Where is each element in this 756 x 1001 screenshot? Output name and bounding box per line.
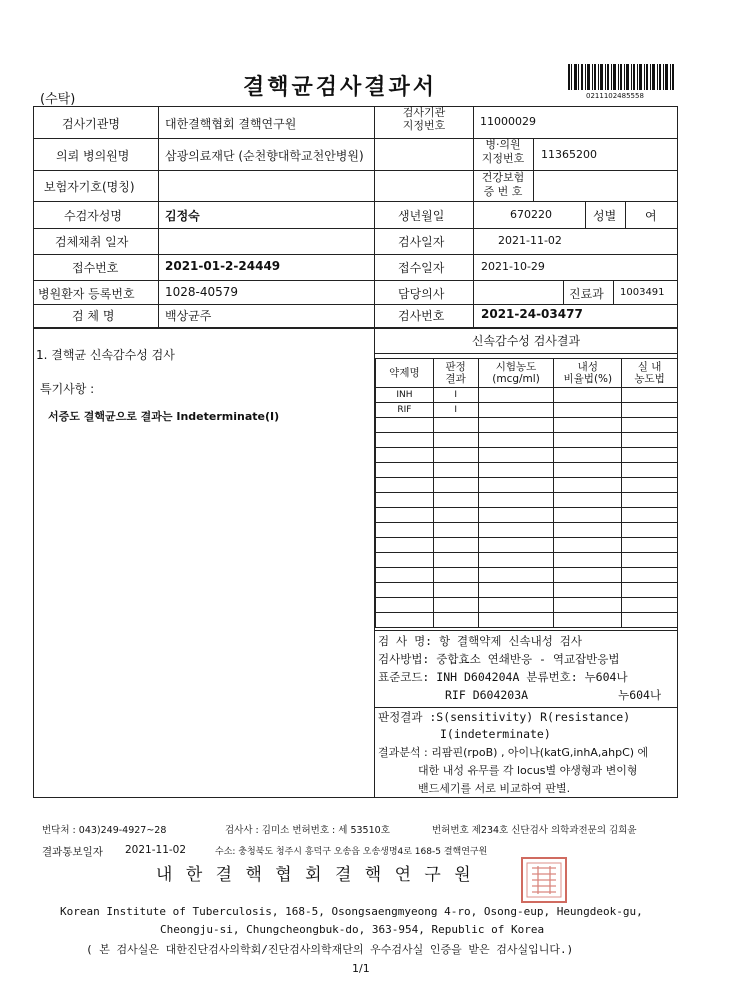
judgement-line-4: 대한 내성 유무를 각 locus별 야생형과 변이형	[418, 764, 638, 777]
table-cell	[433, 568, 478, 583]
result-table-title: 신속감수성 검사결과	[374, 328, 678, 354]
hospital-no-label-2: 지정번호	[481, 152, 525, 165]
inspection-org-value: 대한결핵협회 결핵연구원	[165, 117, 297, 131]
table-cell	[433, 553, 478, 568]
table-cell	[622, 613, 678, 628]
table-cell	[622, 448, 678, 463]
judgement-line-1: 판정결과 :S(sensitivity) R(resistance)	[378, 710, 631, 724]
patient-reg-value: 1028-40579	[165, 285, 239, 299]
judgement-line-5: 밴드세기를 서로 비교하여 판별.	[418, 782, 571, 795]
table-cell	[376, 568, 434, 583]
table-cell	[433, 538, 478, 553]
table-cell: I	[433, 403, 478, 418]
inspection-org-label: 검사기관명	[62, 117, 120, 131]
method-line-2: 검사방법: 중합효소 연쇄반응 - 역교잡반응법	[378, 652, 620, 666]
specimen-value: 백상균주	[165, 309, 212, 323]
test-date-value: 2021-11-02	[498, 234, 562, 247]
table-row	[376, 433, 678, 448]
table-cell	[478, 583, 554, 598]
table-cell	[433, 523, 478, 538]
table-row	[376, 613, 678, 628]
specimen-label: 검 체 명	[72, 309, 115, 323]
table-cell	[433, 493, 478, 508]
table-cell	[376, 433, 434, 448]
insured-label: 보험자기호(명칭)	[44, 180, 135, 194]
table-cell	[433, 463, 478, 478]
table-cell	[554, 403, 622, 418]
table-cell	[622, 433, 678, 448]
result-header-cell: 내성 비율법(%)	[554, 359, 622, 388]
footer-examiner: 검사사 : 김미소 번허번호 : 세 53510호	[225, 825, 390, 836]
hospital-no-label-1: 병·의원	[485, 138, 521, 151]
table-cell	[478, 493, 554, 508]
table-cell	[554, 553, 622, 568]
table-cell	[478, 553, 554, 568]
sex-value: 여	[645, 209, 657, 223]
health-ins-label-1: 건강보험	[481, 171, 525, 184]
barcode-number: 0211102485558	[586, 92, 644, 100]
remarks-text: 서증도 결핵균으로 결과는 Indeterminate(I)	[48, 410, 280, 423]
table-cell	[554, 448, 622, 463]
table-cell	[554, 418, 622, 433]
table-cell	[554, 568, 622, 583]
certification-note: ( 본 검사실은 대한진단검사의학회/진단검사의학재단의 우수검사실 인증을 받은 검사실입니다.)	[86, 943, 574, 956]
table-cell	[376, 613, 434, 628]
table-cell	[433, 508, 478, 523]
table-cell	[376, 598, 434, 613]
birth-value: 670220	[510, 208, 552, 221]
hospital-no-value: 11365200	[541, 148, 597, 161]
patient-name-label: 수검자성명	[64, 209, 122, 223]
table-cell	[478, 538, 554, 553]
table-cell	[376, 463, 434, 478]
table-cell	[478, 403, 554, 418]
table-row	[376, 418, 678, 433]
receipt-tag: (수탁)	[40, 92, 76, 107]
table-cell	[622, 523, 678, 538]
table-cell	[622, 463, 678, 478]
result-header-cell: 판정 결과	[433, 359, 478, 388]
table-cell	[478, 448, 554, 463]
table-row	[376, 403, 678, 418]
patient-reg-label: 병원환자 등록번호	[38, 287, 135, 301]
inspection-no-label-2: 지정번호	[402, 119, 446, 132]
result-table	[375, 358, 678, 628]
table-row	[376, 478, 678, 493]
table-cell	[622, 508, 678, 523]
table-cell	[433, 478, 478, 493]
table-cell	[376, 478, 434, 493]
remarks-label: 특기사항 :	[40, 382, 95, 396]
table-cell: I	[433, 388, 478, 403]
table-cell	[622, 538, 678, 553]
dept-label: 진료과	[569, 287, 604, 301]
table-row	[376, 553, 678, 568]
table-row	[376, 463, 678, 478]
table-cell	[433, 598, 478, 613]
table-cell	[622, 568, 678, 583]
seal-stamp	[520, 856, 568, 904]
request-hospital-label: 의뢰 병의원명	[56, 149, 130, 163]
table-cell	[478, 598, 554, 613]
address-english-2: Cheongju-si, Chungcheongbuk-do, 363-954, Republic of Korea	[160, 923, 545, 936]
method-line-3: 표준코드: INH D604204A 분류번호: 누604나	[378, 670, 628, 684]
table-cell	[554, 538, 622, 553]
notice-label: 결과통보일자	[42, 846, 103, 858]
receipt-date-value: 2021-10-29	[481, 260, 545, 273]
table-cell	[478, 508, 554, 523]
dept-value: 1003491	[620, 287, 665, 298]
footer-director: 번허번호 제234호 신단검사 의학과전문의 김희윤	[432, 825, 637, 836]
table-cell	[622, 553, 678, 568]
test-no-value: 2021-24-03477	[481, 307, 583, 321]
table-cell	[478, 523, 554, 538]
result-header-cell: 약제명	[376, 359, 434, 388]
patient-name-value: 김정숙	[165, 209, 200, 223]
table-cell	[478, 388, 554, 403]
address-english-1: Korean Institute of Tuberculosis, 168-5, Osongsaengmyeong 4-ro, Osong-eup, Heungdeok-gu,	[60, 905, 643, 918]
method-line-4: RIF D604203A 누604나	[445, 688, 662, 702]
table-row	[376, 388, 678, 403]
table-cell	[622, 598, 678, 613]
table-cell	[376, 523, 434, 538]
table-cell	[622, 478, 678, 493]
table-cell	[554, 493, 622, 508]
table-cell	[478, 478, 554, 493]
table-cell	[433, 448, 478, 463]
table-cell	[622, 388, 678, 403]
result-header-cell: 실 내 농도법	[622, 359, 678, 388]
table-cell	[376, 553, 434, 568]
table-cell	[478, 418, 554, 433]
table-cell	[622, 418, 678, 433]
page-number: 1/1	[352, 962, 370, 975]
notice-date: 2021-11-02	[125, 844, 187, 856]
sex-label: 성별	[593, 209, 617, 223]
table-row	[376, 568, 678, 583]
table-cell	[554, 583, 622, 598]
birth-label: 생년월일	[398, 209, 445, 223]
barcode	[568, 64, 676, 94]
table-cell	[478, 613, 554, 628]
table-cell	[376, 448, 434, 463]
table-cell	[554, 388, 622, 403]
table-cell	[376, 418, 434, 433]
test-item: 1. 결핵균 신속감수성 검사	[36, 348, 175, 362]
doctor-label: 담당의사	[398, 287, 445, 301]
table-row	[376, 583, 678, 598]
table-row	[376, 448, 678, 463]
method-line-1: 검 사 명: 항 결핵약제 신속내성 검사	[378, 634, 582, 648]
table-cell	[622, 583, 678, 598]
table-cell	[622, 493, 678, 508]
table-cell	[376, 583, 434, 598]
table-row	[376, 508, 678, 523]
table-row	[376, 538, 678, 553]
table-cell	[376, 508, 434, 523]
table-cell	[554, 463, 622, 478]
table-cell	[376, 538, 434, 553]
inspection-no-label	[376, 106, 472, 132]
health-ins-label-2: 증 번 호	[483, 185, 523, 198]
table-cell	[433, 613, 478, 628]
receiver-address: 수소: 충청북도 청주시 흥덕구 오송읍 오송생명4로 168-5 결핵연구원	[215, 847, 488, 857]
table-row	[376, 523, 678, 538]
footer-phone: 번닥처 : 043)249-4927~28	[42, 825, 167, 836]
table-cell	[554, 508, 622, 523]
table-cell: INH	[376, 388, 434, 403]
table-cell	[376, 493, 434, 508]
receipt-date-label: 접수일자	[398, 261, 445, 275]
table-cell	[554, 613, 622, 628]
table-row	[376, 598, 678, 613]
receipt-no-value: 2021-01-2-24449	[165, 259, 281, 273]
page-title: 결핵균검사결과서	[243, 75, 438, 100]
hospital-no-label	[474, 138, 532, 166]
health-ins-label	[474, 171, 532, 199]
test-no-label: 검사번호	[398, 309, 445, 323]
table-cell	[478, 433, 554, 448]
test-date-label: 검사일자	[398, 235, 445, 249]
table-cell	[433, 418, 478, 433]
table-cell	[433, 583, 478, 598]
judgement-line-2: I(indeterminate)	[440, 727, 551, 741]
inspection-no-label-1: 검사기관	[402, 106, 446, 119]
table-cell	[554, 598, 622, 613]
inspection-no-value: 11000029	[480, 115, 536, 128]
collect-date-label: 검체채취 일자	[55, 235, 129, 249]
organization-name: 내 한 결 핵 협 회 결 핵 연 구 원	[156, 865, 475, 885]
request-hospital-value: 삼광의료재단 (순천향대학교천안병원)	[165, 149, 364, 163]
table-cell	[478, 568, 554, 583]
table-cell	[433, 433, 478, 448]
result-header-cell: 시험농도 (mcg/ml)	[478, 359, 554, 388]
judgement-line-3: 결과분석 : 리팜핀(rpoB) , 아이나(katG,inhA,ahpC) 에	[378, 746, 649, 759]
table-row	[376, 493, 678, 508]
table-cell	[622, 403, 678, 418]
table-cell	[554, 433, 622, 448]
receipt-no-label: 접수번호	[72, 261, 119, 275]
table-cell	[478, 463, 554, 478]
table-cell	[554, 523, 622, 538]
table-cell: RIF	[376, 403, 434, 418]
table-cell	[554, 478, 622, 493]
